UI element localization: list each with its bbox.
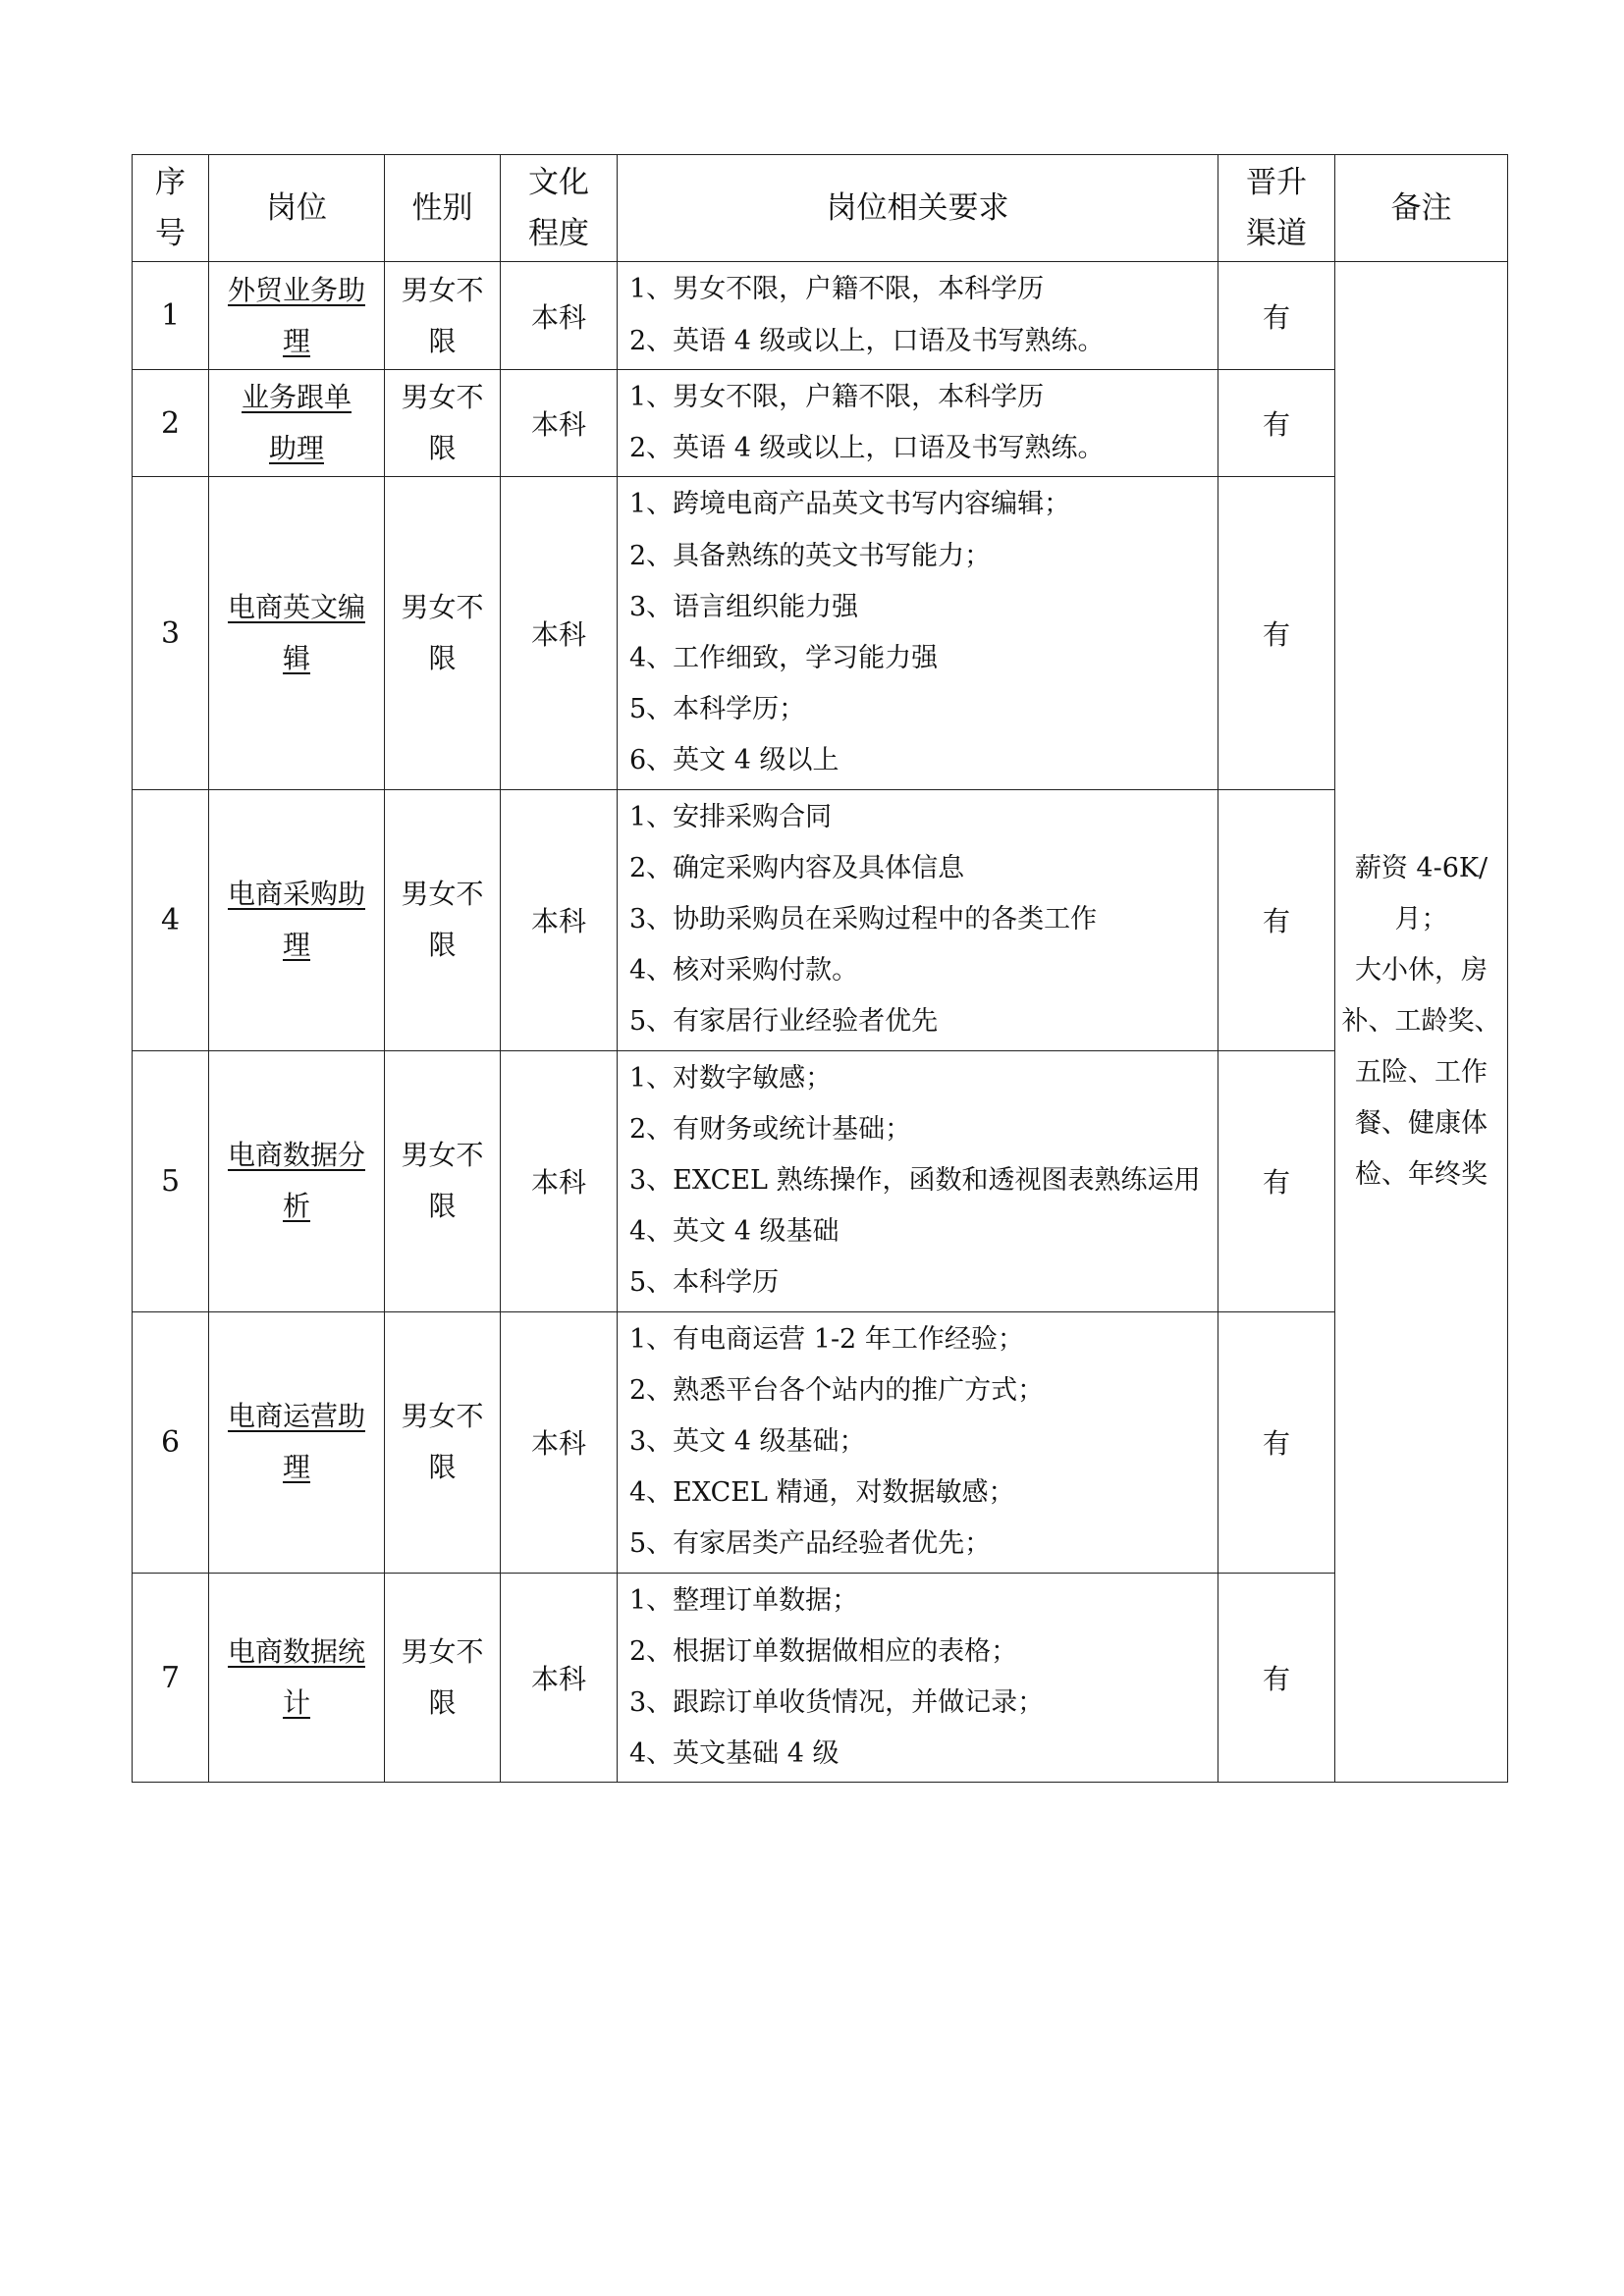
header-education-line1: 文化 [528, 165, 589, 200]
position-name-line: 理 [282, 324, 310, 357]
requirement-item: 3、跟踪订单收货情况，并做记录； [629, 1687, 1045, 1719]
position-name-line: 理 [282, 1451, 310, 1484]
gender-line: 限 [428, 1686, 457, 1720]
table-row [133, 1573, 1508, 1783]
notes-line: 检、年终奖 [1355, 1159, 1488, 1191]
education-level: 本科 [501, 1573, 618, 1783]
gender-line: 限 [428, 1451, 457, 1484]
position-name-line: 析 [282, 1190, 310, 1223]
requirements-list [618, 789, 1218, 1050]
requirement-item: 2、熟悉平台各个站内的推广方式； [629, 1374, 1045, 1406]
header-num-line1: 序 [155, 165, 186, 200]
education-level: 本科 [501, 1050, 618, 1311]
education-level: 本科 [501, 789, 618, 1050]
gender-requirement [385, 1311, 501, 1573]
header-position: 岗位 [209, 155, 385, 262]
requirement-item: 5、有家居行业经验者优先 [629, 1006, 939, 1038]
notes-line: 餐、健康体 [1355, 1108, 1488, 1140]
requirement-item: 5、本科学历； [629, 694, 806, 725]
row-number: 3 [133, 477, 209, 789]
gender-line: 限 [428, 324, 457, 357]
position-name [209, 1050, 385, 1311]
gender-line: 男女不 [401, 381, 484, 414]
gender-requirement [385, 477, 501, 789]
table-row [133, 477, 1508, 789]
requirement-item: 4、英文 4 级基础 [629, 1216, 839, 1248]
position-name [209, 262, 385, 370]
requirement-item: 4、英文基础 4 级 [629, 1738, 839, 1770]
requirements-list [618, 262, 1218, 370]
requirement-item: 1、安排采购合同 [629, 801, 833, 832]
header-education [501, 155, 618, 262]
notes-line: 月； [1394, 904, 1448, 935]
gender-line: 男女不 [401, 273, 484, 306]
position-name-line: 电商运营助 [227, 1400, 365, 1433]
requirement-item: 2、确定采购内容及具体信息 [629, 852, 965, 883]
notes-line: 补、工龄奖、 [1341, 1006, 1501, 1038]
promotion-channel: 有 [1218, 1050, 1335, 1311]
requirement-item: 3、英文 4 级基础； [629, 1426, 866, 1458]
table-row [133, 789, 1508, 1050]
position-name-line: 业务跟单 [241, 381, 352, 414]
header-gender: 性别 [385, 155, 501, 262]
position-name-line: 电商数据统 [227, 1635, 365, 1669]
gender-requirement [385, 1573, 501, 1783]
requirement-item: 6、英文 4 级以上 [629, 745, 839, 776]
gender-line: 限 [428, 1190, 457, 1223]
gender-line: 男女不 [401, 1400, 484, 1433]
header-requirements: 岗位相关要求 [618, 155, 1218, 262]
requirement-item: 4、核对采购付款。 [629, 955, 859, 987]
position-name-line: 理 [282, 929, 310, 962]
row-number: 7 [133, 1573, 209, 1783]
table-row [133, 1311, 1508, 1573]
gender-line: 限 [428, 642, 457, 675]
requirement-item: 5、本科学历 [629, 1267, 780, 1299]
position-name-line: 计 [282, 1686, 310, 1720]
gender-requirement [385, 370, 501, 477]
position-name-line: 助理 [268, 432, 324, 465]
requirement-item: 5、有家居类产品经验者优先； [629, 1528, 992, 1560]
header-promotion [1218, 155, 1335, 262]
requirement-item: 1、男女不限，户籍不限，本科学历 [629, 274, 1045, 305]
requirement-item: 3、语言组织能力强 [629, 591, 859, 622]
requirements-list [618, 477, 1218, 789]
position-name-line: 外贸业务助 [227, 273, 365, 306]
position-name-line: 电商英文编 [227, 591, 365, 624]
gender-requirement [385, 1050, 501, 1311]
header-promotion-line1: 晋升 [1246, 165, 1307, 200]
requirement-item: 1、对数字敏感； [629, 1062, 833, 1094]
notes-line: 大小休，房 [1355, 955, 1488, 987]
gender-line: 男女不 [401, 1635, 484, 1669]
promotion-channel: 有 [1218, 1311, 1335, 1573]
gender-line: 男女不 [401, 878, 484, 911]
requirement-item: 1、男女不限，户籍不限，本科学历 [629, 382, 1045, 412]
requirement-item: 2、具备熟练的英文书写能力； [629, 540, 992, 571]
requirement-item: 2、有财务或统计基础； [629, 1113, 912, 1145]
header-num [133, 155, 209, 262]
position-name [209, 789, 385, 1050]
header-education-line2: 程度 [528, 216, 589, 251]
promotion-channel: 有 [1218, 262, 1335, 370]
position-name [209, 1311, 385, 1573]
position-name [209, 370, 385, 477]
requirement-item: 1、整理订单数据； [629, 1584, 859, 1616]
row-number: 1 [133, 262, 209, 370]
requirement-item: 4、工作细致，学习能力强 [629, 643, 939, 674]
job-positions-table [132, 154, 1508, 1783]
education-level: 本科 [501, 370, 618, 477]
header-num-line2: 号 [155, 216, 186, 251]
requirement-item: 4、EXCEL 精通，对数据敏感； [629, 1477, 1015, 1509]
position-name-line: 辑 [282, 642, 310, 675]
promotion-channel: 有 [1218, 477, 1335, 789]
education-level: 本科 [501, 477, 618, 789]
gender-line: 限 [428, 929, 457, 962]
position-name [209, 1573, 385, 1783]
row-number: 4 [133, 789, 209, 1050]
position-name [209, 477, 385, 789]
header-promotion-line2: 渠道 [1246, 216, 1307, 251]
education-level: 本科 [501, 262, 618, 370]
row-number: 2 [133, 370, 209, 477]
requirements-list [618, 370, 1218, 477]
requirement-item: 2、根据订单数据做相应的表格； [629, 1635, 1018, 1667]
requirement-item: 3、协助采购员在采购过程中的各类工作 [629, 904, 1098, 935]
promotion-channel: 有 [1218, 370, 1335, 477]
requirements-list [618, 1311, 1218, 1573]
requirement-item: 2、英语 4 级或以上，口语及书写熟练。 [629, 433, 1105, 464]
notes-benefits [1335, 262, 1508, 1783]
table-row [133, 370, 1508, 477]
position-name-line: 电商采购助 [227, 878, 365, 911]
notes-line: 五险、工作 [1355, 1057, 1488, 1089]
position-name-line: 电商数据分 [227, 1139, 365, 1172]
gender-line: 限 [428, 432, 457, 465]
row-number: 6 [133, 1311, 209, 1573]
requirement-item: 3、EXCEL 熟练操作，函数和透视图表熟练运用 [629, 1165, 1201, 1197]
requirement-item: 1、跨境电商产品英文书写内容编辑； [629, 489, 1071, 520]
header-notes: 备注 [1335, 155, 1508, 262]
education-level: 本科 [501, 1311, 618, 1573]
promotion-channel: 有 [1218, 1573, 1335, 1783]
requirements-list [618, 1050, 1218, 1311]
requirements-list [618, 1573, 1218, 1783]
gender-line: 男女不 [401, 1139, 484, 1172]
table-row [133, 1050, 1508, 1311]
requirement-item: 1、有电商运营 1-2 年工作经验； [629, 1323, 1024, 1355]
gender-line: 男女不 [401, 591, 484, 624]
row-number: 5 [133, 1050, 209, 1311]
requirement-item: 2、英语 4 级或以上，口语及书写熟练。 [629, 325, 1105, 356]
promotion-channel: 有 [1218, 789, 1335, 1050]
header-row [133, 155, 1508, 262]
table-row [133, 262, 1508, 370]
gender-requirement [385, 262, 501, 370]
gender-requirement [385, 789, 501, 1050]
notes-line: 薪资 4-6K/ [1354, 853, 1489, 884]
